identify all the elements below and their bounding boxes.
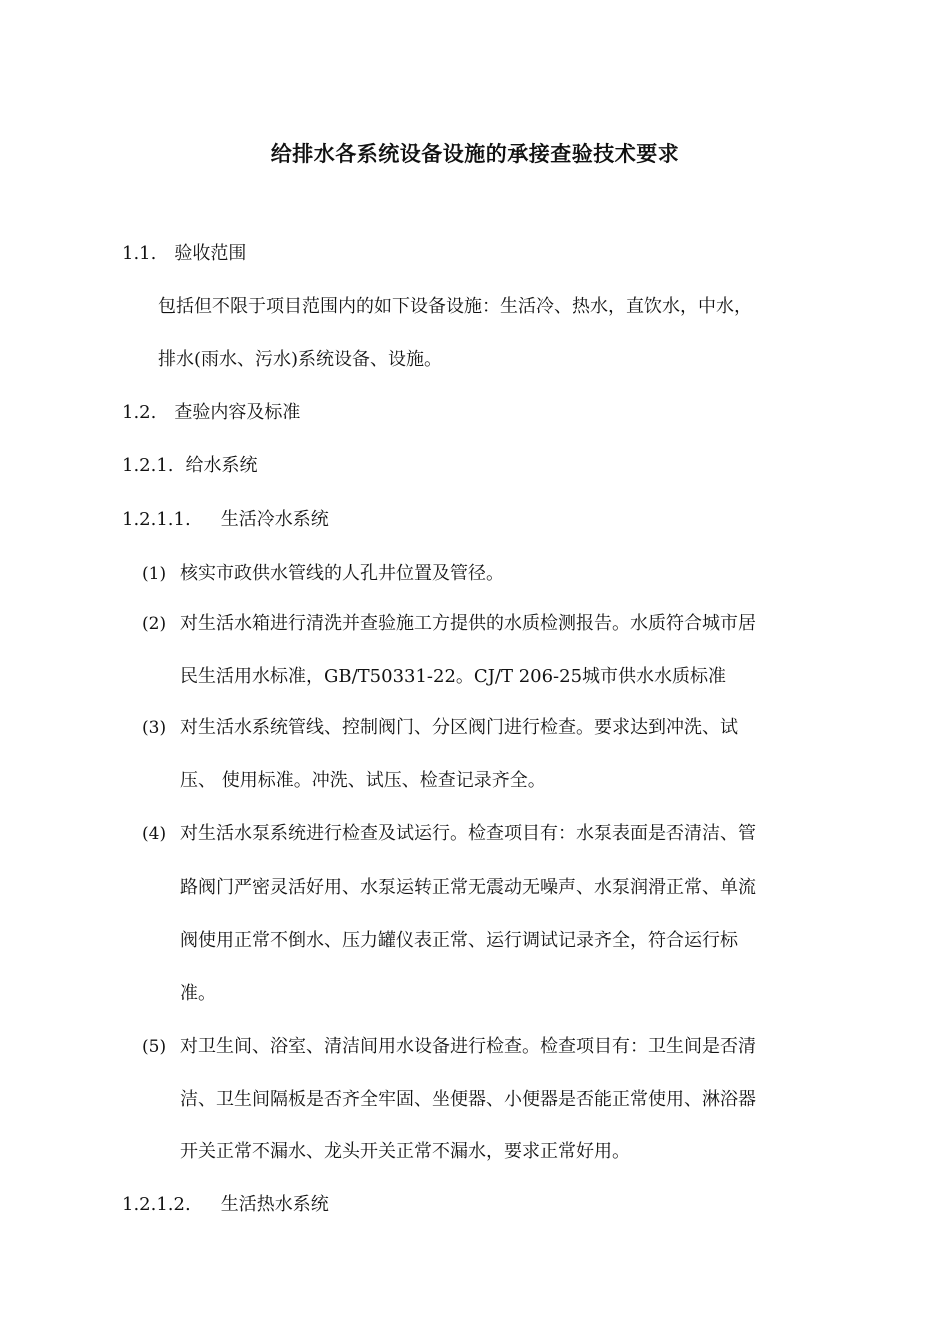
section-number: 1.1. (122, 243, 157, 264)
section-title: 生活冷水系统 (220, 509, 329, 530)
document-title: 给排水各系统设备设施的承接查验技术要求 (270, 142, 680, 166)
list-item-line: 对生活水泵系统进行检查及试运行。检查项目有：水泵表面是否清洁、管 (180, 823, 756, 844)
list-item-number: (4) (142, 824, 167, 844)
list-item-number: (5) (142, 1037, 167, 1057)
section-title: 给水系统 (185, 455, 258, 476)
section-1-2-1-heading (122, 454, 258, 478)
section-1-2-1-2-heading (122, 1193, 329, 1217)
list-item-line: 核实市政供水管线的人孔井位置及管径。 (180, 563, 504, 584)
list-item-number: (3) (142, 718, 167, 738)
list-item-number: (2) (142, 614, 167, 634)
list-item-line: 路阀门严密灵活好用、水泵运转正常无震动无噪声、水泵润滑正常、单流 (180, 877, 756, 898)
list-item-line: 阀使用正常不倒水、压力罐仪表正常、运行调试记录齐全，符合运行标 (180, 930, 738, 951)
section-1-2-1-1-heading (122, 508, 329, 532)
section-number: 1.2. (122, 402, 157, 423)
list-item-line: 压、 使用标准。冲洗、试压、检查记录齐全。 (180, 770, 546, 791)
section-1-2-heading (122, 401, 300, 425)
section-number: 1.2.1. (122, 455, 174, 476)
list-item-number: (1) (142, 564, 167, 584)
section-1-1-heading (122, 242, 246, 266)
list-item-line: 准。 (180, 983, 216, 1004)
section-title: 查验内容及标准 (174, 402, 301, 423)
list-item-line: 对卫生间、浴室、清洁间用水设备进行检查。检查项目有：卫生间是否清 (180, 1036, 756, 1057)
section-title: 生活热水系统 (220, 1194, 329, 1215)
list-item-line: 对生活水系统管线、控制阀门、分区阀门进行检查。要求达到冲洗、试 (180, 717, 738, 738)
list-item-line: 开关正常不漏水、龙头开关正常不漏水，要求正常好用。 (180, 1141, 630, 1162)
section-number: 1.2.1.1. (122, 509, 191, 530)
paragraph-line: 排水(雨水、污水)系统设备、设施。 (158, 349, 443, 370)
section-title: 验收范围 (174, 243, 247, 264)
section-number: 1.2.1.2. (122, 1194, 191, 1215)
list-item-line: 民生活用水标准，GB/T50331-22。CJ/T 206-25城市供水水质标准 (180, 666, 727, 687)
list-item-line: 洁、卫生间隔板是否齐全牢固、坐便器、小便器是否能正常使用、淋浴器 (180, 1089, 756, 1110)
list-item-line: 对生活水箱进行清洗并查验施工方提供的水质检测报告。水质符合城市居 (180, 613, 756, 634)
paragraph-line: 包括但不限于项目范围内的如下设备设施：生活冷、热水，直饮水，中水， (158, 296, 752, 317)
